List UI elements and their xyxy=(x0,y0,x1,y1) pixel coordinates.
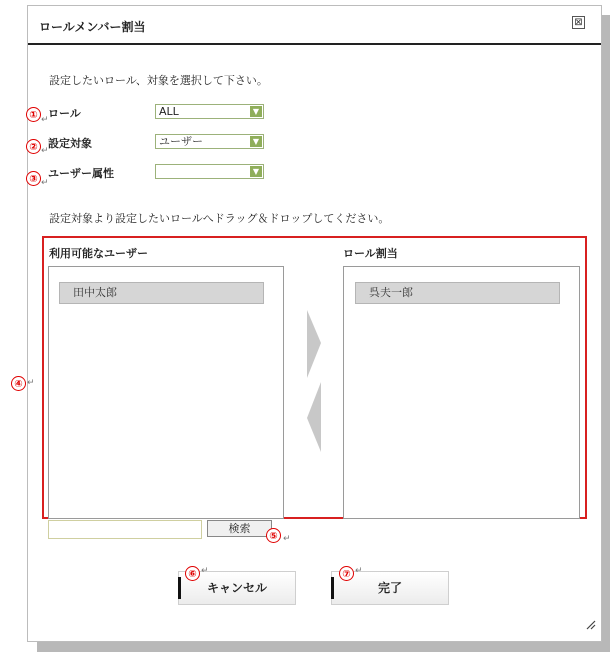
search-button[interactable]: 検索 xyxy=(207,520,272,537)
role-select-value: ALL xyxy=(159,105,179,118)
role-assigned-list[interactable] xyxy=(343,266,580,519)
user-attribute-label: ユーザー属性 xyxy=(48,167,114,180)
move-buttons xyxy=(305,310,323,456)
marker-6: ⑥ xyxy=(185,566,200,581)
cursor-bar-icon xyxy=(331,577,334,599)
dialog-title: ロールメンバー割当 xyxy=(39,20,146,34)
role-assigned-header: ロール割当 xyxy=(343,247,398,260)
target-select[interactable] xyxy=(155,134,264,149)
title-divider xyxy=(28,43,601,45)
complete-button-label: 完了 xyxy=(377,581,402,595)
target-label: 設定対象 xyxy=(48,137,92,150)
return-mark: ↵ xyxy=(355,566,363,576)
return-mark: ↵ xyxy=(283,534,291,544)
instruction-select: 設定したいロール、対象を選択して下さい。 xyxy=(49,74,268,87)
marker-7: ⑦ xyxy=(339,566,354,581)
move-left-icon[interactable] xyxy=(307,382,321,452)
search-input[interactable] xyxy=(48,520,202,539)
return-mark: ↵ xyxy=(41,115,49,125)
marker-5: ⑤ xyxy=(266,528,281,543)
marker-4: ④ xyxy=(11,376,26,391)
return-mark: ↵ xyxy=(41,178,49,188)
return-mark: ↵ xyxy=(27,378,35,388)
marker-3: ③ xyxy=(26,171,41,186)
instruction-drag: 設定対象より設定したいロールへドラッグ＆ドロップしてください。 xyxy=(49,212,390,225)
list-item[interactable]: 田中太郎 xyxy=(59,282,264,304)
return-mark: ↵ xyxy=(41,146,49,156)
target-select-value: ユーザー xyxy=(159,135,203,148)
role-select[interactable] xyxy=(155,104,264,119)
role-label: ロール xyxy=(48,107,81,120)
marker-2: ② xyxy=(26,139,41,154)
cursor-bar-icon xyxy=(178,577,181,599)
cancel-button-label: キャンセル xyxy=(206,581,267,595)
chevron-down-icon[interactable]: ▼ xyxy=(250,106,262,117)
chevron-down-icon[interactable]: ▼ xyxy=(250,166,262,177)
available-users-header: 利用可能なユーザー xyxy=(49,247,148,260)
close-icon[interactable]: ⊠ xyxy=(572,16,585,29)
marker-1: ① xyxy=(26,107,41,122)
list-item[interactable]: 呉夫一郎 xyxy=(355,282,560,304)
move-right-icon[interactable] xyxy=(307,310,321,378)
user-attribute-select[interactable] xyxy=(155,164,264,179)
return-mark: ↵ xyxy=(201,566,209,576)
chevron-down-icon[interactable]: ▼ xyxy=(250,136,262,147)
resize-grip-icon[interactable] xyxy=(586,620,596,630)
available-users-list[interactable] xyxy=(48,266,284,519)
